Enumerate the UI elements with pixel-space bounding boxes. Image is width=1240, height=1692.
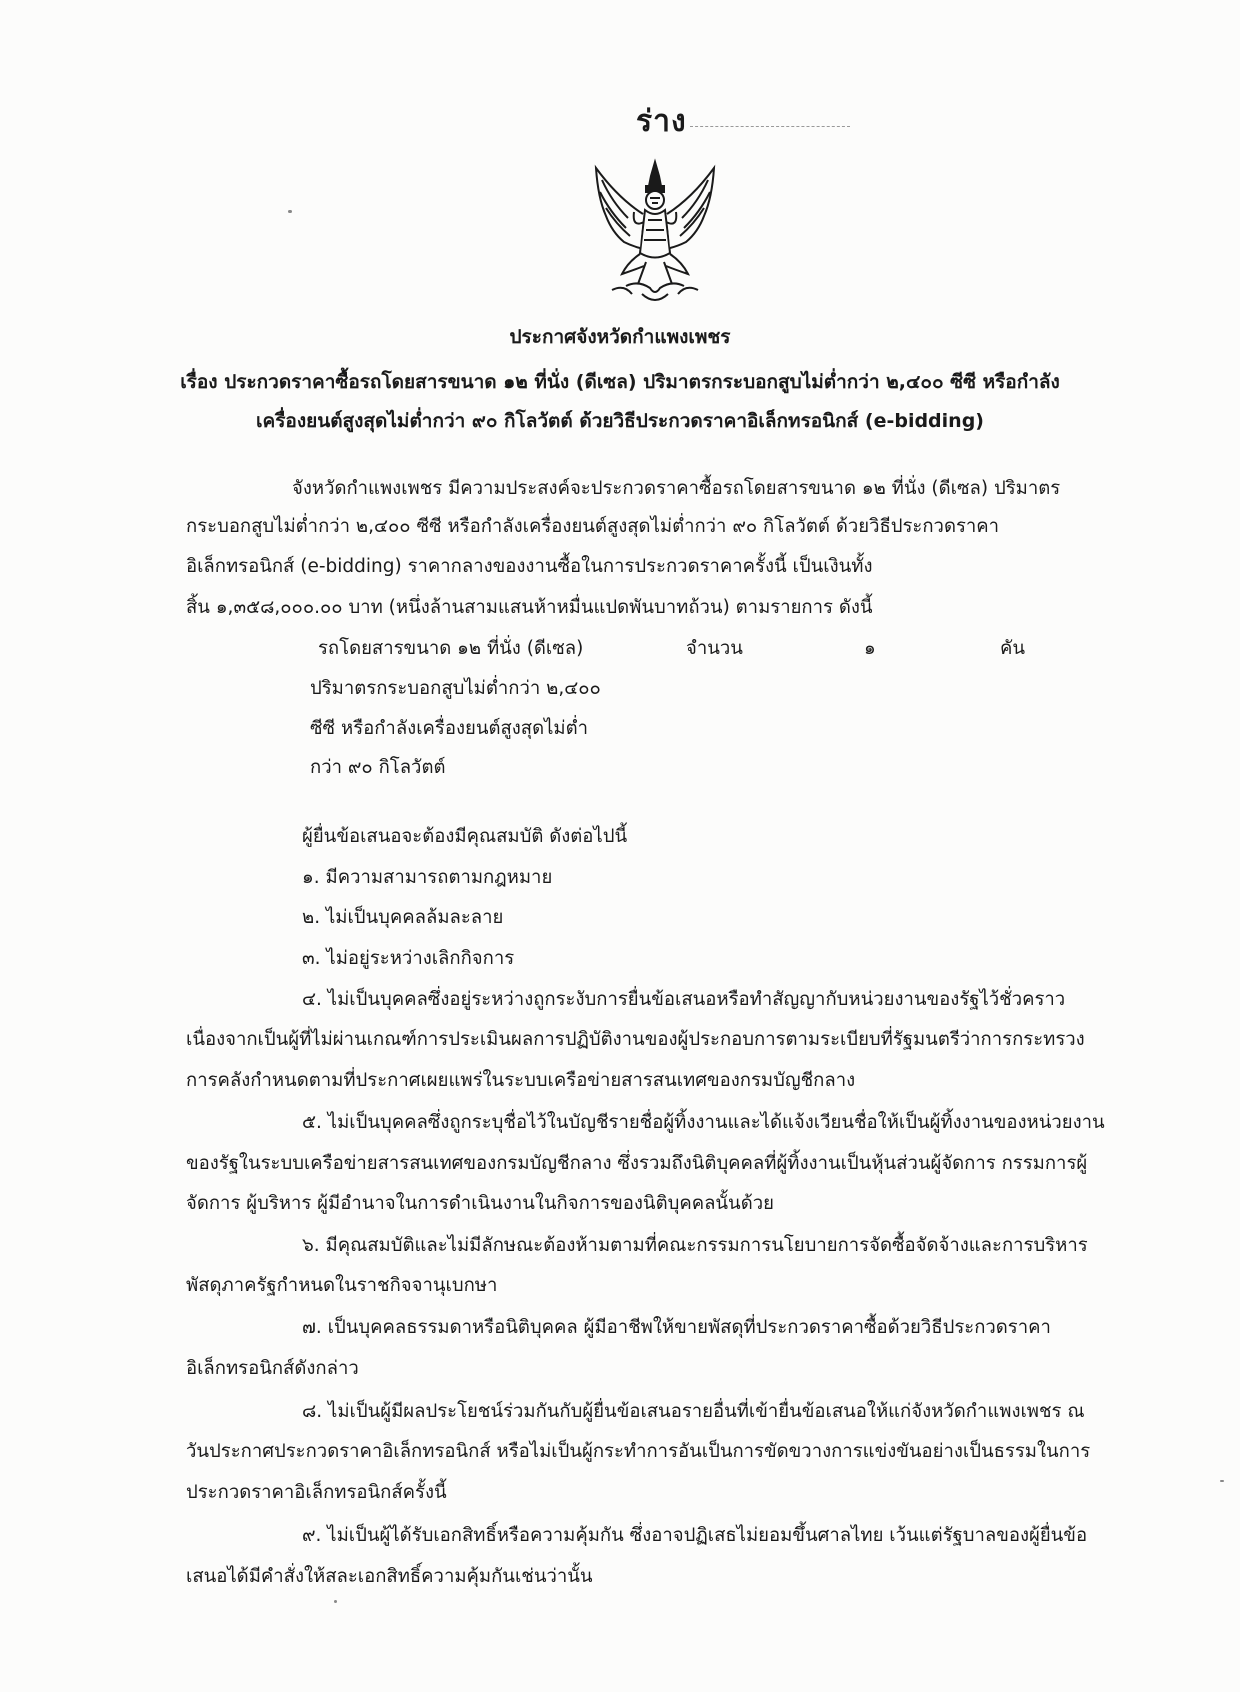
- item-quantity: ๑: [864, 638, 876, 659]
- item-description: ปริมาตรกระบอกสูบไม่ต่ำกว่า ๒,๔๐๐: [310, 678, 601, 699]
- qualification-item: ๓. ไม่อยู่ระหว่างเลิกกิจการ: [302, 948, 515, 969]
- qualification-item: วันประกาศประกวดราคาอิเล็กทรอนิกส์ หรือไม่เป็นผู้กระทำการอันเป็นการขัดขวางการแข่งขันอย่างเป็นธรรมในการ: [186, 1441, 1091, 1462]
- item-unit: คัน: [1000, 638, 1026, 659]
- item-description: กว่า ๙๐ กิโลวัตต์: [310, 757, 446, 778]
- intro-line: สิ้น ๑,๓๕๘,๐๐๐.๐๐ บาท (หนึ่งล้านสามแสนห้าหมื่นแปดพันบาทถ้วน) ตามรายการ ดังนี้: [186, 597, 873, 618]
- qualification-item: ๒. ไม่เป็นบุคคลล้มละลาย: [302, 907, 504, 928]
- qualification-item: ของรัฐในระบบเครือข่ายสารสนเทศของกรมบัญชีกลาง ซึ่งรวมถึงนิติบุคคลที่ผู้ทิ้งงานเป็นหุ้นส่วนผู้จัดการ กรรมการผู้: [186, 1153, 1088, 1174]
- qualification-item: ๑. มีความสามารถตามกฎหมาย: [302, 867, 553, 888]
- intro-line: อิเล็กทรอนิกส์ (e-bidding) ราคากลางของงานซื้อในการประกวดราคาครั้งนี้ เป็นเงินทั้ง: [186, 556, 873, 577]
- qualification-item: เสนอได้มีคำสั่งให้สละเอกสิทธิ์ความคุ้มกันเช่นว่านั้น: [186, 1566, 593, 1587]
- item-description: ซีซี หรือกำลังเครื่องยนต์สูงสุดไม่ต่ำ: [310, 718, 589, 739]
- draft-underline: [690, 126, 850, 127]
- draft-label: ร่าง: [636, 104, 687, 139]
- subject-line-2: เครื่องยนต์สูงสุดไม่ต่ำกว่า ๙๐ กิโลวัตต์ ด้วยวิธีประกวดราคาอิเล็กทรอนิกส์ (e-bidding): [256, 410, 984, 432]
- qualification-item: ๔. ไม่เป็นบุคคลซึ่งอยู่ระหว่างถูกระงับการยื่นข้อเสนอหรือทำสัญญากับหน่วยงานของรัฐไว้ชั่วคราว: [302, 989, 1066, 1010]
- qualification-item: จัดการ ผู้บริหาร ผู้มีอำนาจในการดำเนินงานในกิจการของนิติบุคคลนั้นด้วย: [186, 1193, 774, 1214]
- scan-speck: [334, 1600, 337, 1603]
- qualification-item: อิเล็กทรอนิกส์ดังกล่าว: [186, 1358, 359, 1379]
- qualification-item: เนื่องจากเป็นผู้ที่ไม่ผ่านเกณฑ์การประเมินผลการปฏิบัติงานของผู้ประกอบการตามระเบียบที่รัฐมนตรีว่าการกระทรวง: [186, 1029, 1085, 1050]
- intro-line: กระบอกสูบไม่ต่ำกว่า ๒,๔๐๐ ซีซี หรือกำลังเครื่องยนต์สูงสุดไม่ต่ำกว่า ๙๐ กิโลวัตต์ ด้วยวิธีประกวดราคา: [186, 516, 1000, 537]
- item-quantity-label: จำนวน: [686, 638, 743, 659]
- scan-speck: [288, 210, 292, 213]
- qualification-item: พัสดุภาครัฐกำหนดในราชกิจจานุเบกษา: [186, 1275, 498, 1296]
- announcement-org-title: ประกาศจังหวัดกำแพงเพชร: [509, 326, 731, 348]
- qualification-item: ประกวดราคาอิเล็กทรอนิกส์ครั้งนี้: [186, 1482, 447, 1503]
- qualifications-heading: ผู้ยื่นข้อเสนอจะต้องมีคุณสมบัติ ดังต่อไปนี้: [302, 826, 628, 847]
- garuda-emblem-icon: [588, 158, 722, 308]
- intro-line: จังหวัดกำแพงเพชร มีความประสงค์จะประกวดราคาซื้อรถโดยสารขนาด ๑๒ ที่นั่ง (ดีเซล) ปริมาตร: [292, 478, 1061, 499]
- scan-speck: [1220, 1480, 1224, 1482]
- item-description: รถโดยสารขนาด ๑๒ ที่นั่ง (ดีเซล): [318, 638, 584, 659]
- qualification-item: การคลังกำหนดตามที่ประกาศเผยแพร่ในระบบเครือข่ายสารสนเทศของกรมบัญชีกลาง: [186, 1070, 856, 1091]
- subject-line-1: เรื่อง ประกวดราคาซื้อรถโดยสารขนาด ๑๒ ที่นั่ง (ดีเซล) ปริมาตรกระบอกสูบไม่ต่ำกว่า ๒,๔๐๐ ซีซี หรือกำลัง: [180, 371, 1060, 393]
- qualification-item: ๗. เป็นบุคคลธรรมดาหรือนิติบุคคล ผู้มีอาชีพให้ขายพัสดุที่ประกวดราคาซื้อด้วยวิธีประกวดราคา: [302, 1317, 1051, 1338]
- qualification-item: ๖. มีคุณสมบัติและไม่มีลักษณะต้องห้ามตามที่คณะกรรมการนโยบายการจัดซื้อจัดจ้างและการบริหาร: [302, 1235, 1088, 1256]
- qualification-item: ๙. ไม่เป็นผู้ได้รับเอกสิทธิ์หรือความคุ้มกัน ซึ่งอาจปฏิเสธไม่ยอมขึ้นศาลไทย เว้นแต่รัฐบาลของผู้ยื่นข้อ: [302, 1525, 1088, 1546]
- qualification-item: ๕. ไม่เป็นบุคคลซึ่งถูกระบุชื่อไว้ในบัญชีรายชื่อผู้ทิ้งงานและได้แจ้งเวียนชื่อให้เป็นผู้ทิ้งงานของหน่วยงาน: [302, 1112, 1105, 1133]
- qualification-item: ๘. ไม่เป็นผู้มีผลประโยชน์ร่วมกันกับผู้ยื่นข้อเสนอรายอื่นที่เข้ายื่นข้อเสนอให้แก่จังหวัดกำแพงเพชร ณ: [302, 1401, 1085, 1422]
